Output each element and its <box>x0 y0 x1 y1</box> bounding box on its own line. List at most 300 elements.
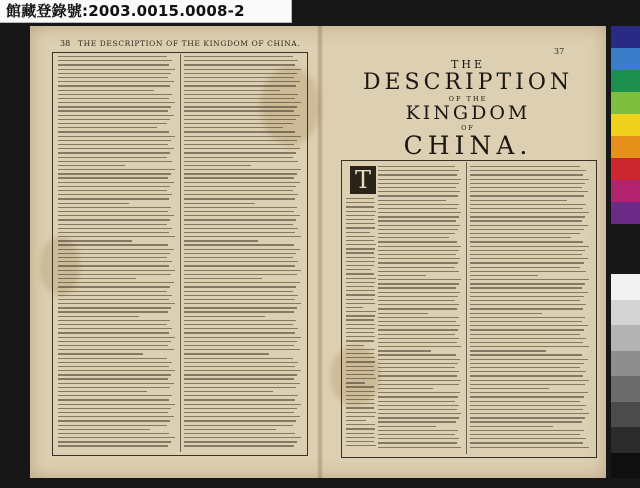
text-line <box>378 426 436 427</box>
text-line <box>184 136 301 137</box>
text-line <box>184 203 255 204</box>
text-line <box>378 430 458 431</box>
left-page-column-2 <box>184 56 302 450</box>
text-line <box>346 416 375 417</box>
text-line <box>346 324 375 325</box>
text-line <box>470 296 584 297</box>
grey-swatch <box>611 402 640 428</box>
text-line <box>184 224 293 225</box>
text-line <box>378 275 426 276</box>
text-line <box>184 173 297 174</box>
grey-swatch <box>611 300 640 326</box>
text-line <box>346 299 374 300</box>
text-line <box>58 274 171 275</box>
text-line <box>184 161 298 162</box>
text-line <box>378 212 461 213</box>
text-line <box>184 215 300 216</box>
text-line <box>184 391 273 392</box>
text-line <box>470 200 567 201</box>
text-line <box>58 219 170 220</box>
text-line <box>184 198 295 199</box>
text-line <box>58 127 157 128</box>
text-line <box>378 208 457 209</box>
color-swatch <box>611 48 640 70</box>
right-column-divider <box>466 162 467 454</box>
text-line <box>184 102 301 103</box>
text-line <box>346 382 365 383</box>
text-line <box>58 148 174 149</box>
text-line <box>470 430 584 431</box>
book-title <box>330 58 606 160</box>
text-line <box>470 174 583 175</box>
text-line <box>58 257 167 258</box>
text-line <box>184 349 300 350</box>
grey-swatch <box>611 351 640 377</box>
text-line <box>58 332 169 333</box>
text-line <box>470 405 586 406</box>
text-line <box>378 216 459 217</box>
text-line <box>58 211 168 212</box>
text-line <box>58 437 175 438</box>
text-line <box>378 342 457 343</box>
text-line <box>346 374 374 375</box>
text-line <box>470 325 588 326</box>
text-line <box>378 183 459 184</box>
text-line <box>58 441 171 442</box>
text-line <box>58 194 172 195</box>
text-line <box>346 361 375 362</box>
text-line <box>378 405 459 406</box>
text-line <box>184 274 297 275</box>
text-line <box>470 417 585 418</box>
text-line <box>470 350 546 351</box>
text-line <box>58 115 174 116</box>
text-line <box>378 204 459 205</box>
text-line <box>346 424 375 425</box>
text-line <box>58 131 169 132</box>
text-line <box>184 378 294 379</box>
text-line <box>470 438 586 439</box>
text-line <box>58 299 169 300</box>
text-line <box>378 300 455 301</box>
text-line <box>184 341 297 342</box>
text-line <box>346 437 375 438</box>
text-line <box>346 445 376 446</box>
text-line <box>346 403 375 404</box>
text-line <box>58 341 171 342</box>
text-line <box>184 240 258 241</box>
text-line <box>58 73 171 74</box>
text-line <box>378 350 431 351</box>
title-of: OF <box>461 124 475 132</box>
text-line <box>184 219 296 220</box>
text-line <box>346 412 376 413</box>
text-line <box>470 187 582 188</box>
text-line <box>58 90 154 91</box>
text-line <box>470 246 589 247</box>
gutter-fold <box>317 26 323 478</box>
text-line <box>184 182 300 183</box>
text-line <box>470 233 580 234</box>
text-line <box>184 286 296 287</box>
text-line <box>58 261 172 262</box>
text-line <box>58 81 174 82</box>
text-line <box>470 401 580 402</box>
text-line <box>58 353 143 354</box>
text-line <box>346 366 374 367</box>
text-line <box>470 275 538 276</box>
text-line <box>470 346 589 347</box>
text-line <box>58 278 136 279</box>
text-line <box>470 409 583 410</box>
text-line <box>378 392 460 393</box>
text-line <box>184 94 298 95</box>
text-line <box>470 434 580 435</box>
text-line <box>378 409 457 410</box>
text-line <box>184 316 265 317</box>
text-line <box>58 295 172 296</box>
text-line <box>58 157 167 158</box>
right-page-number: 37 <box>554 47 565 56</box>
text-line <box>346 244 376 245</box>
text-line <box>470 308 583 309</box>
text-line <box>346 294 375 295</box>
text-line <box>346 211 376 212</box>
text-line <box>346 315 375 316</box>
grey-swatch <box>611 274 640 300</box>
text-line <box>378 246 461 247</box>
text-line <box>378 438 459 439</box>
text-line <box>470 216 585 217</box>
text-line <box>184 270 301 271</box>
text-line <box>184 437 301 438</box>
text-line <box>470 421 582 422</box>
text-line <box>470 384 585 385</box>
grey-swatch <box>611 325 640 351</box>
text-line <box>58 140 171 141</box>
text-line <box>58 224 167 225</box>
text-line <box>184 253 296 254</box>
text-line <box>346 353 374 354</box>
text-line <box>184 56 293 57</box>
text-line <box>58 445 168 446</box>
text-line <box>470 359 588 360</box>
text-line <box>378 380 461 381</box>
text-line <box>58 228 172 229</box>
text-line <box>58 69 175 70</box>
text-line <box>346 357 375 358</box>
text-line <box>58 387 170 388</box>
text-line <box>58 362 172 363</box>
color-swatch <box>611 26 640 48</box>
text-line <box>378 367 455 368</box>
text-line <box>58 429 150 430</box>
text-line <box>378 401 455 402</box>
color-swatch <box>611 180 640 202</box>
text-line <box>58 102 175 103</box>
text-line <box>346 399 374 400</box>
text-line <box>58 77 168 78</box>
text-line <box>470 292 588 293</box>
text-line <box>58 420 170 421</box>
text-line <box>184 404 301 405</box>
text-line <box>346 273 374 274</box>
text-line <box>58 404 175 405</box>
text-line <box>184 303 301 304</box>
text-line <box>346 286 374 287</box>
text-line <box>470 367 580 368</box>
text-line <box>378 279 461 280</box>
right-page-column-1 <box>378 166 462 450</box>
text-line <box>470 334 580 335</box>
text-line <box>346 278 376 279</box>
text-line <box>346 232 370 233</box>
title-the: THE <box>451 58 485 71</box>
text-line <box>346 240 374 241</box>
text-line <box>184 295 298 296</box>
text-line <box>58 106 171 107</box>
text-line <box>470 241 583 242</box>
text-line <box>470 354 582 355</box>
text-line <box>184 429 276 430</box>
text-line <box>58 56 167 57</box>
text-line <box>58 412 168 413</box>
text-line <box>184 337 301 338</box>
text-line <box>58 94 172 95</box>
text-line <box>378 417 459 418</box>
text-line <box>346 290 375 291</box>
left-page-column-1 <box>58 56 176 450</box>
text-line <box>184 64 295 65</box>
text-line <box>470 166 580 167</box>
text-line <box>470 208 583 209</box>
text-line <box>346 345 364 346</box>
color-swatch <box>611 70 640 92</box>
text-line <box>58 249 174 250</box>
text-line <box>184 148 300 149</box>
text-line <box>184 228 298 229</box>
accession-number-label: 館藏登錄號:2003.0015.0008-2 <box>0 0 292 23</box>
text-line <box>470 392 588 393</box>
text-line <box>470 250 585 251</box>
text-line <box>378 334 455 335</box>
text-line <box>58 173 171 174</box>
text-line <box>58 320 170 321</box>
left-column-divider <box>180 54 181 452</box>
text-line <box>378 304 459 305</box>
text-line <box>378 271 459 272</box>
text-line <box>184 144 294 145</box>
title-of-the: OF THE <box>448 95 488 103</box>
text-line <box>378 329 458 330</box>
text-line <box>58 161 172 162</box>
text-line <box>184 152 296 153</box>
text-line <box>184 123 293 124</box>
text-line <box>378 421 456 422</box>
text-line <box>378 233 455 234</box>
text-line <box>470 212 589 213</box>
text-line <box>58 190 167 191</box>
text-line <box>58 236 175 237</box>
text-line <box>378 283 459 284</box>
text-line <box>184 395 298 396</box>
text-line <box>58 186 170 187</box>
color-swatch <box>611 202 640 224</box>
text-line <box>378 237 449 238</box>
text-line <box>184 177 294 178</box>
text-line <box>58 85 170 86</box>
text-line <box>378 241 457 242</box>
text-line <box>58 136 175 137</box>
text-line <box>378 447 461 448</box>
text-line <box>346 261 375 262</box>
text-line <box>184 362 298 363</box>
text-line <box>378 363 458 364</box>
text-line <box>470 388 549 389</box>
text-line <box>184 85 296 86</box>
text-line <box>378 325 460 326</box>
text-line <box>470 380 589 381</box>
text-line <box>184 211 294 212</box>
text-line <box>346 206 374 207</box>
text-line <box>184 81 300 82</box>
text-line <box>58 416 174 417</box>
text-line <box>470 413 589 414</box>
text-line <box>346 265 374 266</box>
text-line <box>470 237 571 238</box>
text-line <box>184 60 298 61</box>
text-line <box>184 433 295 434</box>
text-line <box>346 227 375 228</box>
text-line <box>346 332 374 333</box>
text-line <box>378 292 460 293</box>
text-line <box>184 399 295 400</box>
text-line <box>184 140 297 141</box>
left-page-number: 38 <box>60 39 71 48</box>
text-line <box>58 64 169 65</box>
color-swatch <box>611 158 640 180</box>
text-line <box>378 200 446 201</box>
text-line <box>58 328 172 329</box>
text-line <box>58 144 168 145</box>
text-line <box>346 336 375 337</box>
text-line <box>346 391 375 392</box>
text-line <box>184 257 293 258</box>
text-line <box>58 425 167 426</box>
text-line <box>346 420 366 421</box>
text-line <box>378 254 456 255</box>
text-line <box>58 395 172 396</box>
right-page-column-1-lead <box>346 198 376 450</box>
text-line <box>470 183 585 184</box>
text-line <box>184 324 293 325</box>
text-line <box>184 236 301 237</box>
text-line <box>346 252 374 253</box>
text-line <box>378 384 459 385</box>
text-line <box>346 370 375 371</box>
text-line <box>58 110 168 111</box>
text-line <box>346 311 376 312</box>
text-line <box>470 229 584 230</box>
text-line <box>346 198 374 199</box>
text-line <box>184 232 295 233</box>
text-line <box>470 317 585 318</box>
text-line <box>378 179 461 180</box>
text-line <box>58 370 175 371</box>
text-line <box>184 131 295 132</box>
text-line <box>58 337 175 338</box>
text-line <box>58 307 171 308</box>
text-line <box>470 338 586 339</box>
text-line <box>184 299 295 300</box>
text-line <box>184 90 280 91</box>
text-line <box>58 378 168 379</box>
text-line <box>346 303 375 304</box>
text-line <box>378 338 459 339</box>
text-line <box>58 198 169 199</box>
text-line <box>378 170 459 171</box>
title-description: DESCRIPTION <box>362 70 574 95</box>
text-line <box>184 416 300 417</box>
text-line <box>184 387 296 388</box>
text-line <box>378 220 456 221</box>
text-line <box>58 244 168 245</box>
text-line <box>184 383 300 384</box>
text-line <box>58 286 170 287</box>
text-line <box>58 203 129 204</box>
text-line <box>378 313 428 314</box>
text-line <box>378 321 456 322</box>
text-line <box>378 388 433 389</box>
text-line <box>184 73 297 74</box>
text-line <box>58 177 168 178</box>
text-line <box>346 236 375 237</box>
text-line <box>58 408 171 409</box>
text-line <box>470 204 586 205</box>
grey-swatch <box>611 376 640 402</box>
text-line <box>378 267 455 268</box>
text-line <box>470 170 586 171</box>
text-line <box>184 408 297 409</box>
text-line <box>346 307 363 308</box>
text-line <box>184 374 297 375</box>
text-line <box>184 370 301 371</box>
text-line <box>58 366 169 367</box>
text-line <box>470 179 589 180</box>
text-line <box>184 110 294 111</box>
text-line <box>184 77 294 78</box>
text-line <box>58 311 168 312</box>
text-line <box>184 311 294 312</box>
text-line <box>58 399 169 400</box>
text-line <box>378 287 456 288</box>
text-line <box>184 98 295 99</box>
text-line <box>58 303 175 304</box>
text-line <box>184 186 296 187</box>
text-line <box>58 265 169 266</box>
text-line <box>184 353 269 354</box>
text-line <box>378 359 460 360</box>
text-line <box>470 225 588 226</box>
text-line <box>184 115 300 116</box>
book-spread <box>30 26 606 478</box>
text-line <box>378 174 457 175</box>
text-line <box>378 166 455 167</box>
text-line <box>184 261 298 262</box>
left-running-head: THE DESCRIPTION OF THE KINGDOM OF CHINA. <box>78 39 301 48</box>
text-line <box>184 265 295 266</box>
text-line <box>58 98 169 99</box>
